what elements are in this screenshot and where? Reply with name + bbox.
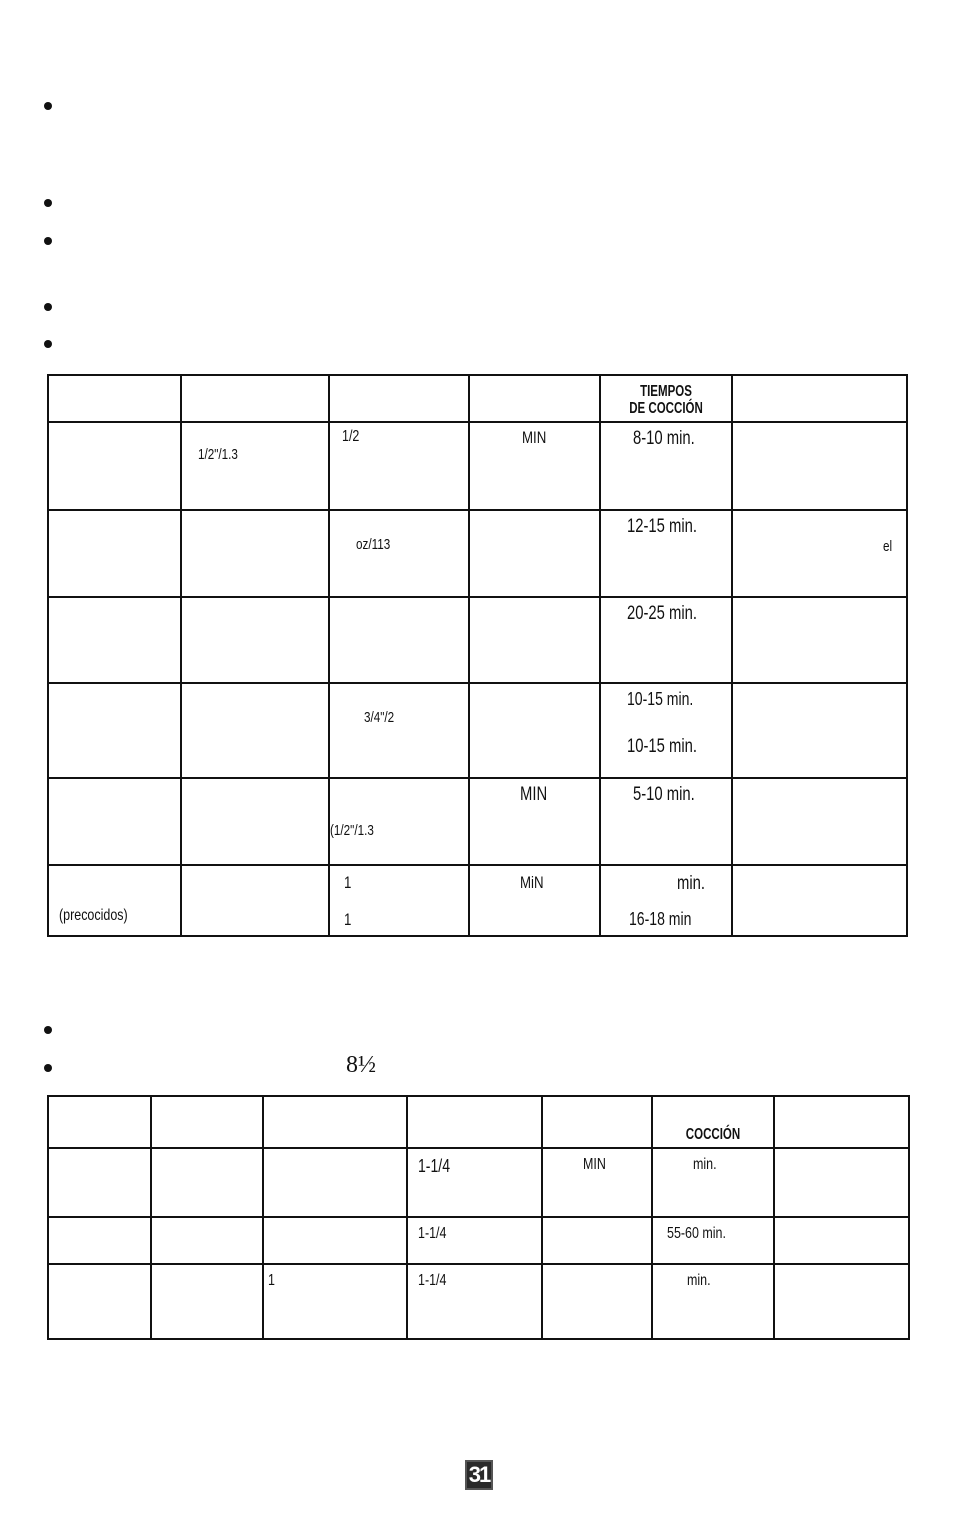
- cell-text: 1/2"/1.3: [198, 446, 238, 463]
- table-row: [48, 597, 907, 683]
- table-row: [48, 422, 907, 510]
- cell-text: oz/113: [356, 536, 391, 553]
- table1-header-row: [48, 375, 907, 422]
- cell-text: MIN: [583, 1156, 606, 1173]
- cell-text: 1/2: [342, 428, 360, 445]
- cooking-header: COCCIÓN: [685, 1126, 741, 1143]
- t1-h3: [329, 375, 469, 422]
- table-row: [48, 1264, 909, 1339]
- bullet-2: [44, 199, 52, 207]
- cell-text: 1: [344, 873, 352, 892]
- table-row: [48, 1148, 909, 1217]
- bullet-6: [44, 1026, 52, 1034]
- bullet-7: [44, 1064, 52, 1072]
- cell-text: MiN: [520, 873, 544, 892]
- cell-text: 1-1/4: [418, 1272, 447, 1289]
- cell-text: MIN: [522, 428, 547, 447]
- cell-text: min.: [693, 1156, 717, 1173]
- bullet-4: [44, 303, 52, 311]
- bullet-1: [44, 102, 52, 110]
- cell-text: 3/4"/2: [364, 709, 395, 726]
- cell-text: min.: [677, 873, 706, 894]
- cell-text: (precocidos): [59, 907, 128, 924]
- t1-h4: [469, 375, 600, 422]
- t1-h1: [48, 375, 181, 422]
- cell-text: (1/2"/1.3: [330, 822, 374, 839]
- bullet-3: [44, 237, 52, 245]
- cell-text: 55-60 min.: [667, 1225, 726, 1242]
- cell-text: 16-18 min: [629, 909, 692, 929]
- cell-text: 1: [344, 910, 352, 929]
- table-row: [48, 1217, 909, 1264]
- table2-header-row: [48, 1096, 909, 1148]
- cell-text: 10-15 min.: [627, 689, 694, 709]
- cell-text: el: [883, 538, 893, 555]
- cell-text: 20-25 min.: [627, 603, 698, 624]
- table-row: [48, 683, 907, 778]
- table-row: [48, 778, 907, 865]
- cell-text: 10-15 min.: [627, 736, 698, 757]
- bullet-5: [44, 340, 52, 348]
- fraction-text: 8½: [346, 1052, 376, 1078]
- cell-text: 1-1/4: [418, 1225, 447, 1242]
- cooking-times-table-1: [47, 374, 908, 937]
- t1-h5: [600, 375, 732, 422]
- cell-text: 5-10 min.: [633, 784, 695, 805]
- cell-text: min.: [687, 1272, 711, 1289]
- t1-h2: [181, 375, 329, 422]
- cell-text: 12-15 min.: [627, 516, 698, 537]
- cell-text: 1: [268, 1272, 275, 1289]
- page-number: 31: [465, 1460, 493, 1490]
- cooking-time-header: TIEMPOS DE COCCIÓN: [629, 383, 703, 417]
- table-row: [48, 865, 907, 936]
- cell-text: 1-1/4: [418, 1156, 451, 1176]
- cell-text: 8-10 min.: [633, 428, 695, 449]
- t1-h6: [732, 375, 907, 422]
- cooking-times-table-2: [47, 1095, 910, 1340]
- cell-text: MIN: [520, 784, 548, 805]
- table-row: [48, 510, 907, 597]
